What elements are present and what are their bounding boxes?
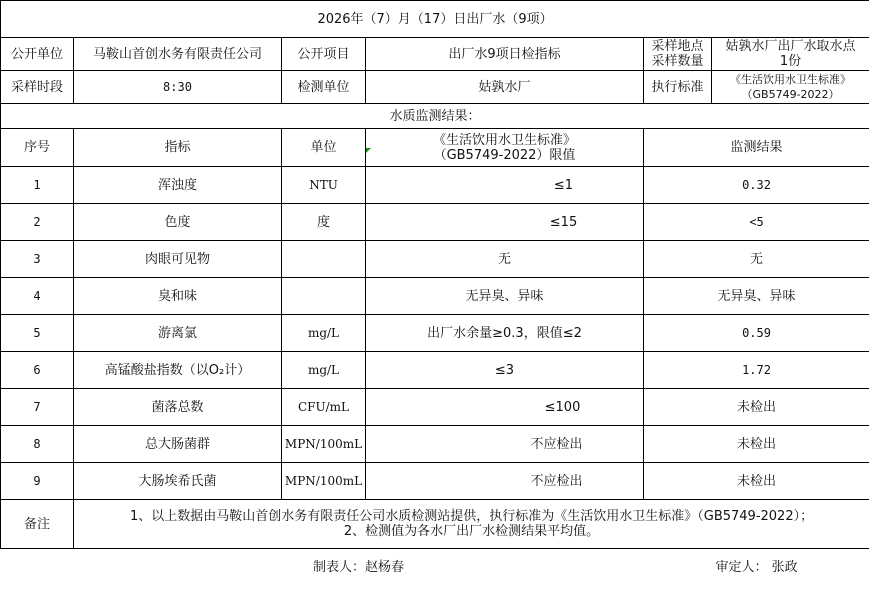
header-limit-line1: 《生活饮用水卫生标准》 [432,132,576,148]
row-no: 8 [1,426,74,463]
row-limit: 无 [366,241,644,278]
row-limit: ≤1 [366,167,644,204]
header-limit [366,129,644,167]
standard-label: 执行标准 [644,71,712,104]
cell-comment-marker [366,148,371,153]
location-label-cell [644,38,712,71]
table-row [1,204,869,241]
header-indicator: 指标 [74,129,282,167]
sheet-title: 2026年（7）月（17）日出厂水（9项） [1,1,869,38]
row-no: 2 [1,204,74,241]
row-result: <5 [644,204,869,241]
row-unit: 度 [282,204,366,241]
row-unit [282,278,366,315]
row-limit: 出厂水余量≥0.3，限值≤2 [366,315,644,352]
location-value: 姑孰水厂出厂水取水点 [725,39,856,54]
header-limit-line2: （GB5749-2022）限值 [433,147,576,163]
location-value-cell [712,38,869,71]
row-unit: mg/L [282,352,366,389]
row-limit: 无异臭、异味 [366,278,644,315]
row-result: 0.59 [644,315,869,352]
row-result: 未检出 [644,463,869,500]
row-limit: 不应检出 [366,426,644,463]
row-no: 5 [1,315,74,352]
row-limit: ≤15 [366,204,644,241]
standard-value-cell [712,71,869,104]
row-unit: mg/L [282,315,366,352]
table-row [1,463,869,500]
table-row [1,241,869,278]
table-row [1,315,869,352]
row-no: 3 [1,241,74,278]
notes-label: 备注 [1,500,74,549]
row-result: 未检出 [644,426,869,463]
preparer: 制表人：赵杨春 [312,559,404,575]
standard-name: 《生活饮用水卫生标准》 [730,73,852,86]
unit-label: 公开单位 [1,38,74,71]
item-label: 公开项目 [282,38,366,71]
notes-text [74,500,869,549]
table-row [1,167,869,204]
section-title: 水质监测结果： [1,104,869,129]
row-result: 未检出 [644,389,869,426]
row-indicator: 总大肠菌群 [74,426,282,463]
table-row [1,352,869,389]
row-indicator: 游离氯 [74,315,282,352]
row-no: 1 [1,167,74,204]
row-no: 9 [1,463,74,500]
time-value: 8:30 [74,71,282,104]
row-indicator: 肉眼可见物 [74,241,282,278]
header-result: 监测结果 [644,129,869,167]
row-limit: 不应检出 [366,463,644,500]
row-limit: ≤3 [366,352,644,389]
row-result: 1.72 [644,352,869,389]
row-indicator: 菌落总数 [74,389,282,426]
standard-code: （GB5749-2022） [741,88,840,101]
quantity-value: 1份 [779,54,802,69]
table-row [1,389,869,426]
notes-line-1: 1、以上数据由马鞍山首创水务有限责任公司水质检测站提供，执行标准为《生活饮用水卫生标准》（GB5749-2022）； [129,509,814,524]
row-indicator: 浑浊度 [74,167,282,204]
row-result: 0.32 [644,167,869,204]
reviewer: 审定人： 张政 [715,559,798,575]
notes-line-2: 2、检测值为各水厂出厂水检测结果平均值。 [343,524,600,539]
row-unit: MPN/100mL [282,426,366,463]
row-unit: MPN/100mL [282,463,366,500]
row-no: 4 [1,278,74,315]
row-no: 6 [1,352,74,389]
row-indicator: 高锰酸盐指数（以O₂计） [74,352,282,389]
row-indicator: 色度 [74,204,282,241]
table-row [1,426,869,463]
row-indicator: 臭和味 [74,278,282,315]
row-limit: ≤100 [366,389,644,426]
header-no: 序号 [1,129,74,167]
time-label: 采样时段 [1,71,74,104]
unit-value: 马鞍山首创水务有限责任公司 [74,38,282,71]
row-unit: NTU [282,167,366,204]
row-result: 无异臭、异味 [644,278,869,315]
row-unit: CFU/mL [282,389,366,426]
row-no: 7 [1,389,74,426]
row-unit [282,241,366,278]
table-row [1,278,869,315]
row-result: 无 [644,241,869,278]
quantity-label: 采样数量 [651,54,704,69]
item-value: 出厂水9项日检指标 [366,38,644,71]
dept-label: 检测单位 [282,71,366,104]
row-indicator: 大肠埃希氏菌 [74,463,282,500]
header-unit: 单位 [282,129,366,167]
dept-value: 姑孰水厂 [366,71,644,104]
location-label: 采样地点 [651,39,704,54]
